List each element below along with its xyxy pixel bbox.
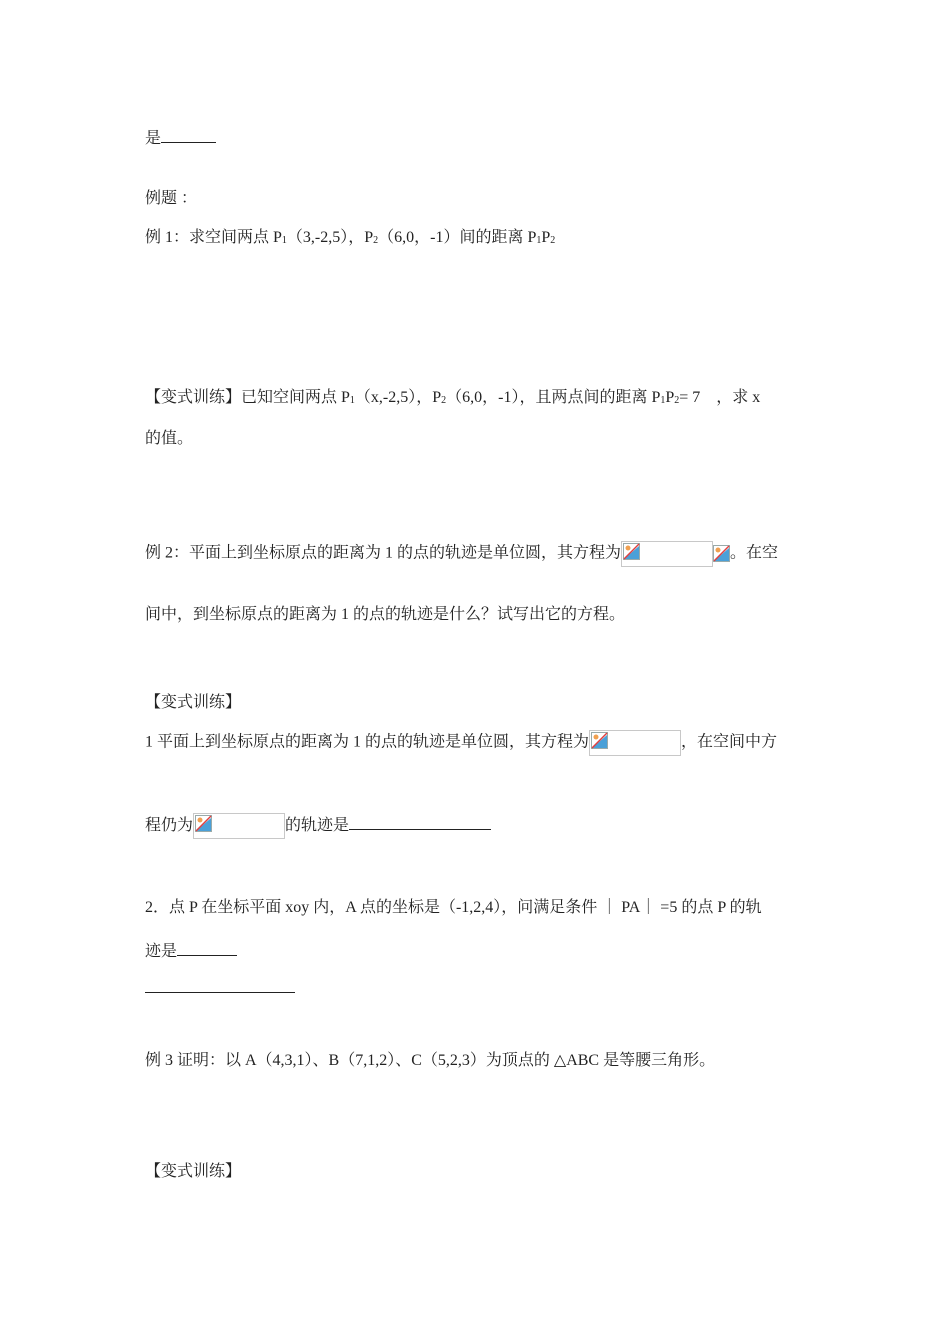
subscript: 1 — [349, 395, 355, 406]
answer-blank[interactable] — [145, 976, 295, 993]
subscript: 2 — [373, 235, 379, 246]
section-heading-examples: 例题 ： — [145, 190, 198, 207]
text: 。在空 — [730, 544, 779, 562]
text: （x,-2,5），P — [354, 389, 442, 406]
text: 是 — [145, 130, 162, 147]
variant-2-q1 — [145, 730, 777, 756]
answer-blank[interactable] — [349, 813, 491, 830]
variant-3-title: 【变式训练】 — [145, 1163, 242, 1180]
text: 例 2：平面上到坐标原点的距离为 1 的点的轨迹是单位圆，其方程为 — [145, 544, 622, 562]
text: 例 1：求空间两点 P — [145, 229, 282, 246]
example-3: 例 3 证明：以 A（4,3,1）、B（7,1,2）、C（5,2,3）为顶点的 △ABC 是等腰三角形。 — [145, 1052, 716, 1069]
text: （6,0，-1）间的距离 P — [378, 229, 537, 246]
broken-image-equation — [589, 730, 681, 756]
text: 程仍为 — [145, 817, 194, 834]
example-2 — [145, 541, 778, 567]
broken-image-icon — [195, 815, 212, 832]
text: （6,0，-1），且两点间的距离 P — [446, 389, 661, 406]
subscript: 1 — [281, 235, 287, 246]
text: ，在空间中方 — [681, 733, 778, 751]
variant-1-line2: 的值。 — [145, 430, 194, 447]
text: P — [541, 229, 551, 246]
answer-rule — [145, 976, 295, 999]
example-1 — [145, 228, 555, 251]
text: 【变式训练】已知空间两点 P — [145, 389, 350, 406]
text: 1 平面上到坐标原点的距离为 1 的点的轨迹是单位圆，其方程为 — [145, 733, 590, 751]
text: = 7 ，求 x — [679, 389, 761, 406]
subscript: 2 — [550, 235, 556, 246]
answer-blank[interactable] — [177, 939, 237, 956]
variant-2-q2-line2 — [145, 939, 237, 962]
subscript: 2 — [441, 395, 447, 406]
broken-image-equation — [193, 813, 285, 839]
text: （3,-2,5），P — [286, 229, 374, 246]
broken-image-icon — [623, 543, 640, 560]
broken-image-icon — [591, 732, 608, 749]
variant-2-q1-line2 — [145, 813, 491, 839]
broken-image-icon — [713, 545, 730, 562]
variant-2-title: 【变式训练】 — [145, 694, 242, 711]
subscript: 2 — [674, 395, 680, 406]
subscript: 1 — [660, 395, 666, 406]
variant-1 — [145, 388, 760, 411]
answer-blank[interactable] — [161, 126, 216, 143]
text: 迹是 — [145, 943, 178, 960]
broken-image-equation — [621, 541, 713, 567]
text: P — [665, 389, 675, 406]
subscript: 1 — [536, 235, 542, 246]
example-2-line2: 间中，到坐标原点的距离为 1 的点的轨迹是什么？试写出它的方程。 — [145, 606, 626, 623]
broken-image-small — [713, 541, 730, 567]
variant-2-q2: 2．点 P 在坐标平面 xoy 内，A 点的坐标是（-1,2,4），问满足条件 ｜ PA｜ =5 的点 P 的轨 — [145, 899, 762, 916]
text: 的轨迹是 — [285, 817, 350, 834]
answer-line — [145, 126, 216, 149]
